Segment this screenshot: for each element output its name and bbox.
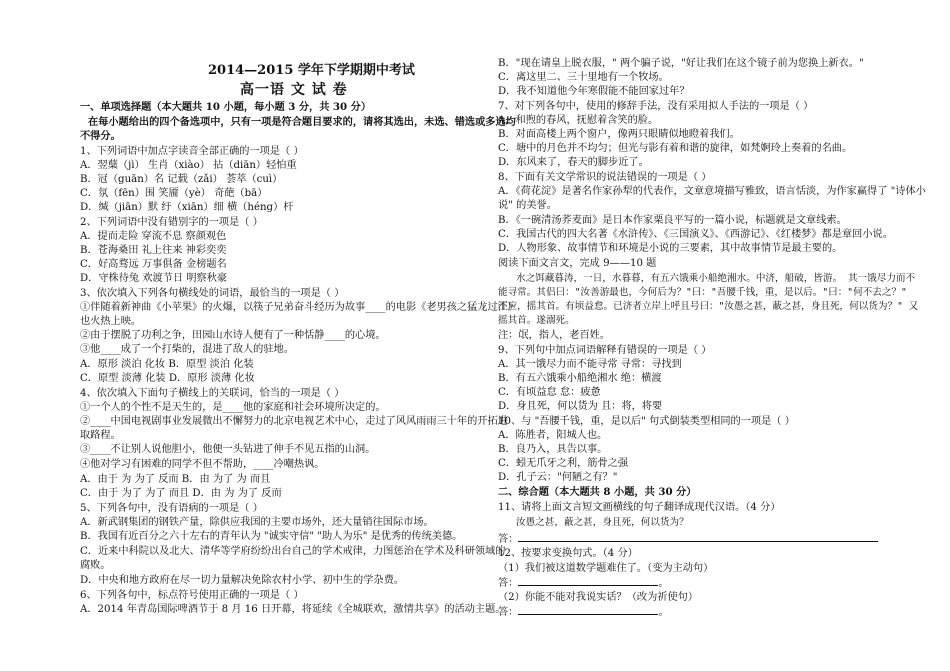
option-d: D．中央和地方政府在尽一切力量解决免除农村小学、初中生的学杂费。	[80, 575, 404, 586]
option-d: D．我不知道他今年寒假能不能回家过年？	[498, 86, 690, 97]
option-b: B．《一碗清汤荞麦面》是日本作家栗良平写的一篇小说，标题就是文章线索。	[498, 215, 847, 226]
option-c: C．塘中的月色并不均匀；但光与影有着和谐的旋律，如梵婀玲上奏着的名曲。	[498, 143, 853, 154]
option-d: D．身且死，何以货为 且：将，将要	[498, 401, 663, 412]
option-b: B．我国有近百分之六十左右的青年认为 "诚实守信" "助人为乐" 是优秀的传统美德。	[80, 531, 463, 542]
instruction-text: 在每小题给出的四个备选项中，只有一项是符合题目要求的，请将其选出，未选、错选或多选均	[88, 116, 516, 128]
option-c: C．好高骛远 万事俱备 金榜题名	[80, 259, 227, 270]
question-5: 5、下列各句中，没有语病的一项是（ ）	[80, 503, 263, 514]
option-a: A．新武钢集团的钢铁产量，除供应我国的主要市场外，还大量销往国际市场。	[80, 517, 434, 528]
sentence-to-translate: 汝愚之甚，蔽之甚，身且死，何以货为？	[516, 517, 689, 528]
option-d: D．缄（jiān）默 纡（xiān）细 横（héng）杆	[80, 202, 294, 213]
question-4: 4、依次填入下面句子横线上的关联词，恰当的一项是（ ）	[80, 388, 345, 399]
answer-line: 答： 。	[498, 607, 669, 618]
option-b: B．良乃入，具告以事。	[498, 444, 608, 455]
option-c: C．有顷益怠 怠：疲惫	[498, 387, 601, 398]
option-a: A．其一饿尽力而不能寻常 寻常：寻找到	[498, 359, 682, 370]
annotation-note: 注：氓，指人，老百姓。	[498, 330, 611, 341]
answer-label: 答：	[498, 578, 519, 589]
classical-passage: 能寻常。其侣曰："汝善游最也，今何后为？"曰："吾腰千钱，重，是以后。"曰："何不去之？"	[498, 287, 907, 298]
answer-blank[interactable]	[518, 576, 658, 586]
option-d: D．孔子云："何陋之有？"	[498, 472, 618, 483]
instruction-text: 不得分。	[80, 130, 121, 142]
question-8: 8、下面有关文学常识的说法错误的一项是（ ）	[498, 172, 712, 183]
section-heading: 二、综合题（本大题共 8 小题，共 30 分）	[498, 486, 697, 498]
classical-passage: 摇其首。遂溺死。	[498, 315, 575, 326]
question-11: 11、请将上面文言短文画横线的句子翻译成现代汉语。（4 分）	[498, 502, 781, 513]
reading-instruction: 阅读下面文言文，完成 9——10 题	[498, 258, 657, 269]
option-a: A．提而走险 穿流不息 察颜观色	[80, 231, 227, 242]
option-a: A．和煦的春风，抚慰着含笑的脸。	[498, 115, 659, 126]
exam-subtitle: 高一语 文 试 卷	[240, 82, 348, 98]
question-1: 1、下列词语中加点字读音全部正确的一项是（ ）	[80, 146, 304, 157]
options-ab: A．原形 淡泊 化妆 B．原型 淡泊 化装	[80, 359, 254, 370]
sentence-1: ①伴随着新神曲《小苹果》的火爆，以筷子兄弟奋斗经历为故事____的电影《老男孩之猛龙过江》	[80, 302, 519, 313]
options-ab: A．由于 为 为了 反而 B．由 为了 为 而且	[80, 474, 271, 485]
option-a: A．2014 年青岛国际啤酒节于 8 月 16 日开幕，将延续《全城联欢，激情共享》的活动主题。	[80, 604, 506, 615]
sentence-1: ①一个人的个性不是天生的，是____他的家庭和社会环境所决定的。	[80, 402, 386, 413]
sentence-2: ②由于摆脱了功利之争，田园山水诗人便有了一种恬静____的心境。	[80, 330, 386, 341]
question-7: 7、对下列各句中，使用的修辞手法，没有采用拟人手法的一项是（ ）	[498, 101, 814, 112]
question-12: 12、按要求变换句式。（4 分）	[498, 548, 638, 559]
option-c: C．我国古代的四大名著《水浒传》、《三国演义》、《西游记》、《红楼梦》都是章回小说。	[498, 229, 893, 240]
sentence-4: ④他对学习有困难的同学不但不帮助，____冷嘲热讽。	[80, 459, 325, 470]
option-a: A．翌蘖（jì） 生肖（xiào） 拈（diān）轻怕重	[80, 160, 297, 171]
option-b: B．苍海桑田 礼上往来 神彩奕奕	[80, 245, 227, 256]
answer-blank[interactable]	[518, 532, 878, 542]
options-cd: C．由于 为了 为了 而且 D．由 为 为了 反而	[80, 488, 282, 499]
question-9: 9、下列句中加点词语解释有错误的一项是（ ）	[498, 345, 712, 356]
sentence-2-cont: 取路程。	[80, 430, 121, 441]
classical-passage: 不应，摇其首。有顷益怠。已济者立岸上呼且号曰："汝愚之甚，蔽之甚，身且死，何以货为？" 又	[498, 301, 919, 312]
sentence-3: ③他____成了一个打柴的，混进了敌人的驻地。	[80, 344, 294, 355]
section-heading: 一、单项选择题（本大题共 10 小题，每小题 3 分，共 30 分）	[80, 101, 372, 113]
option-c: C．蚓无爪牙之利，筋骨之强	[498, 458, 629, 469]
sentence-3: ③____不让别人说他胆小，他便一头钻进了伸手不见五指的山洞。	[80, 444, 376, 455]
question-2: 2、下列词语中没有错别字的一项是（ ）	[80, 217, 263, 228]
answer-label: 答：	[498, 607, 519, 618]
classical-passage: 水之饵藏暮涛，一日，水暮暮，有五六饿乘小船绝湘水。中济，船破，皆游。 其一饿尽力而不	[516, 273, 916, 284]
answer-line: 答： 。	[498, 578, 669, 589]
option-b: B．对面高楼上两个窗户，像两只眼睛似地瞪着我们。	[498, 129, 740, 140]
exam-title: 2014—2015 学年下学期期中考试	[208, 63, 415, 78]
option-b: B．有五六饿乘小船绝湘水 绝：横渡	[498, 373, 662, 384]
option-a: A．陈胜者，阳城人也。	[498, 430, 608, 441]
option-b: B．"现在请皇上脱衣服，" 两个骗子说，"好让我们在这个镜子前为您换上新衣。"	[498, 58, 864, 69]
option-d: D．人物形象、故事情节和环境是小说的三要素，其中故事情节是最主要的。	[498, 243, 843, 254]
question-6: 6、下列各句中，标点符号使用正确的一项是（ ）	[80, 590, 304, 601]
answer-label: 答：	[498, 534, 519, 545]
option-a: A．《荷花淀》是著名作家孙犁的代表作，文章意境描写雅致，语言恬淡，为作家赢得了 "诗体小	[498, 186, 926, 197]
option-d: D．守株待兔 欢渡节日 明察秋豪	[80, 273, 228, 284]
option-c: C．离这里二、三十里地有一个牧场。	[498, 72, 669, 83]
question-10: 10、与 "吾腰千钱，重，是以后" 句式倒装类型相同的一项是（ ）	[498, 416, 795, 427]
sub-question-2: （2）你能不能对我说实话？（改为祈使句）	[498, 592, 699, 603]
option-c: C．近来中科院以及北大、清华等学府纷纷出台自己的学术戒律，力图惩治在学术及科研领域的	[80, 546, 506, 557]
option-c: C．氛（fēn）围 笑靥（yè） 奇葩（bā）	[80, 188, 268, 199]
option-a-cont: 说" 的美誉。	[498, 200, 557, 211]
sub-question-1: （1）我们被这道数学题难住了。（变为主动句）	[498, 563, 714, 574]
option-b: B．冠（guān）名 记载（zǎi） 荟萃（cuì）	[80, 174, 283, 185]
answer-line	[498, 532, 878, 546]
question-3: 3、依次填入下列各句横线处的词语，最恰当的一项是（ ）	[80, 288, 345, 299]
sentence-2: ②____中国电视剧事业发展微出不懈努力的北京电视艺术中心，走过了风风雨雨三十年的开拓进	[80, 416, 508, 427]
answer-blank[interactable]	[518, 605, 658, 615]
sentence-1-cont: 也火热上映。	[80, 316, 142, 327]
options-cd: C．原型 淡薄 化装 D．原形 淡薄 化妆	[80, 373, 255, 384]
option-c-cont: 腐败。	[80, 560, 111, 571]
option-d: D．东风来了，春天的脚步近了。	[498, 157, 649, 168]
